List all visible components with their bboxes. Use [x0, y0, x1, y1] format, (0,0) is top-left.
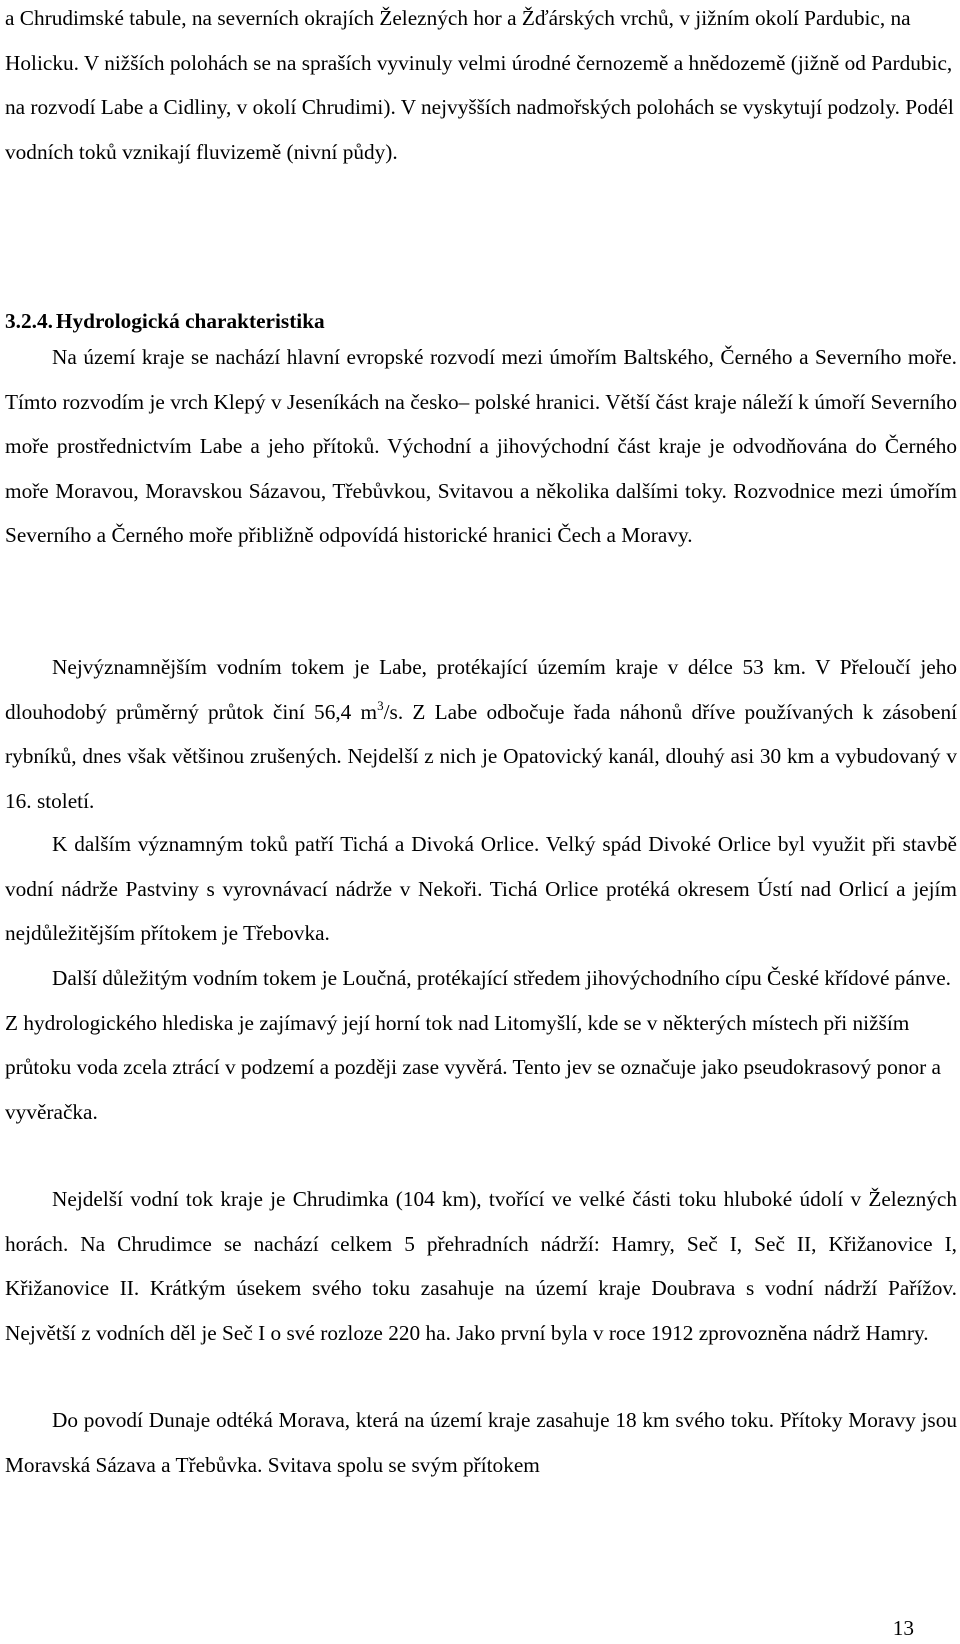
- paragraph-orlice: K dalším významným toků patří Tichá a Divoká Orlice. Velký spád Divoké Orlice byl využit při stavbě vodní nádrže Pastviny s vyrovnávací nádrže v Nekoři. Tichá Orlice protéká okresem Ústí nad Orlicí a jejím nejdůležitějším přítokem je Třebovka.: [5, 832, 957, 945]
- paragraph-soils: a Chrudimské tabule, na severních okrajích Železných hor a Žďárských vrchů, v jižním okolí Pardubic, na Holicku. V nižších polohách se na spraších vyvinuly velmi úrodné černozemě a hnědozemě (jižně od Pardubic, na rozvodí Labe a Cidliny, v okolí Chrudimi). V nejvyšších nadmořských polohách se vyskytují podzoly. Podél vodních toků vznikají fluvizemě (nivní půdy).: [5, 6, 954, 164]
- paragraph-labe-text-1: Nejvýznamnějším vodním tokem je Labe, protékající územím kraje v délce 53 km. V Přeloučí jeho dlouhodobý průměrný průtok činí 56,4 m: [5, 655, 957, 724]
- section-number: 3.2.4.: [5, 309, 53, 333]
- paragraph-loucna: Další důležitým vodním tokem je Loučná, protékající středem jihovýchodního cípu České křídové pánve. Z hydrologického hlediska je zajímavý její horní tok nad Litomyšlí, kde se v některých místech při nižším průtoku voda zcela ztrácí v podzemí a později zase vyvěrá. Tento jev se označuje jako pseudokrasový ponor a vyvěračka.: [5, 966, 951, 1124]
- paragraph-labe: [5, 645, 957, 823]
- paragraph-watershed: Na území kraje se nachází hlavní evropské rozvodí mezi úmořím Baltského, Černého a Severního moře. Tímto rozvodím je vrch Klepý v Jeseníkách na česko– polské hranici. Větší část kraje náleží k úmoří Severního moře prostřednictvím Labe a jeho přítoků. Východní a jihovýchodní část kraje je odvodňována do Černého moře Moravou, Moravskou Sázavou, Třebůvkou, Svitavou a několika dalšími toky. Rozvodnice mezi úmořím Severního a Černého moře přibližně odpovídá historické hranici Čech a Moravy.: [5, 345, 957, 547]
- superscript-3: 3: [377, 697, 384, 713]
- page-number: 13: [892, 1616, 914, 1640]
- paragraph-labe-text-2: /s. Z Labe odbočuje řada náhonů dříve používaných k zásobení rybníků, dnes však většinou zrušených. Nejdelší z nich je Opatovický kanál, dlouhý asi 30 km a vybudovaný v 16. století.: [5, 699, 958, 813]
- paragraph-morava: Do povodí Dunaje odtéká Morava, která na území kraje zasahuje 18 km svého toku. Přítoky Moravy jsou Moravská Sázava a Třebůvka. Svitava spolu se svým přítokem: [5, 1408, 957, 1477]
- paragraph-chrudimka: Nejdelší vodní tok kraje je Chrudimka (104 km), tvořící ve velké části toku hluboké údolí v Železných horách. Na Chrudimce se nachází celkem 5 přehradních nádrží: Hamry, Seč I, Seč II, Křižanovice I, Křižanovice II. Krátkým úsekem svého toku zasahuje na území kraje Doubrava s vodní nádrží Pařížov. Největší z vodních děl je Seč I o své rozloze 220 ha. Jako první byla v roce 1912 zprovozněna nádrž Hamry.: [5, 1187, 957, 1345]
- section-title: Hydrologická charakteristika: [55, 309, 325, 333]
